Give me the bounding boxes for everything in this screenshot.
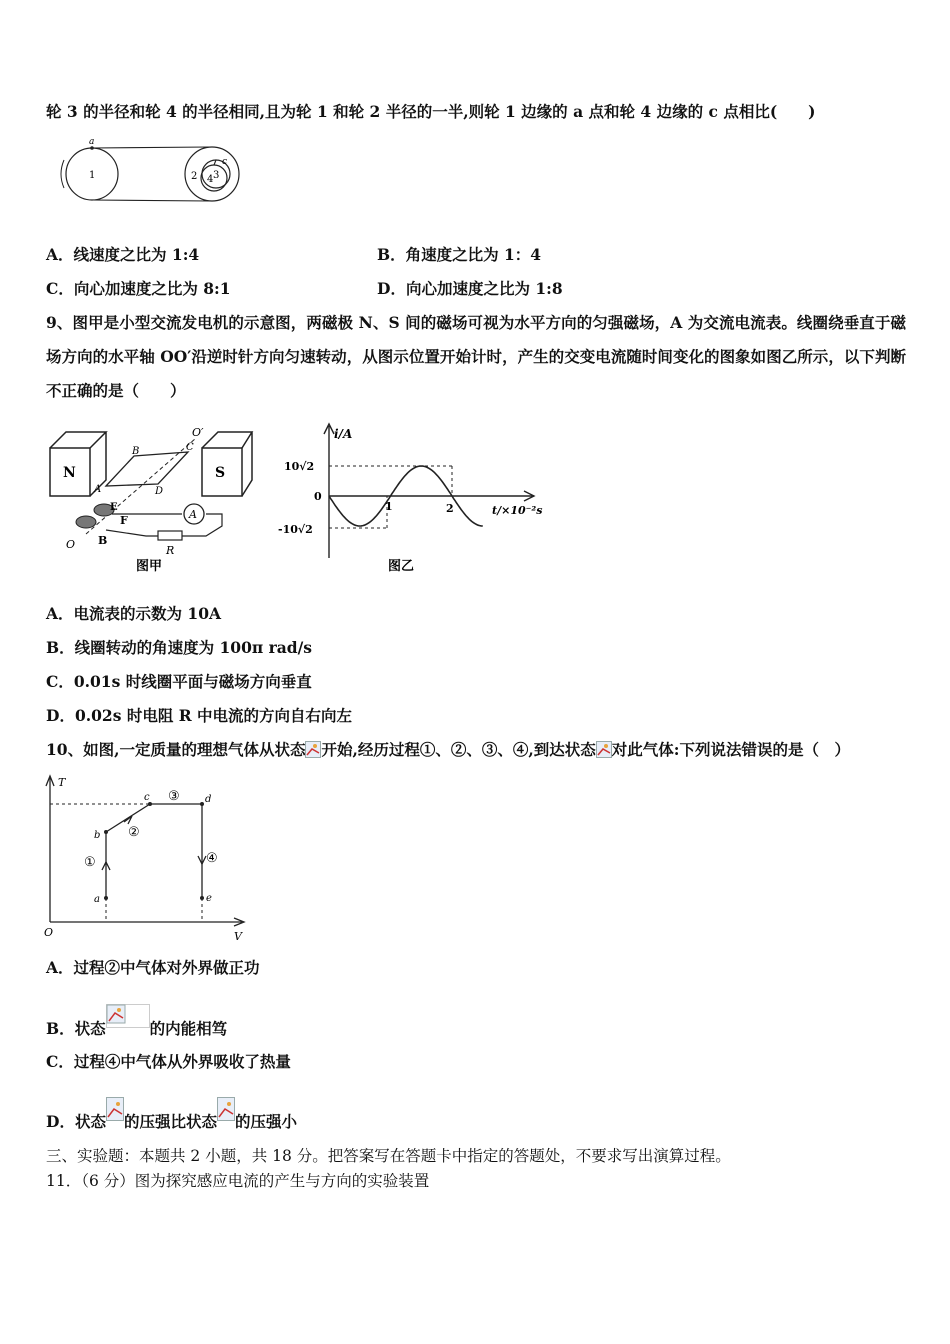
q8-option-d: D．向心加速度之比为 1:8: [377, 279, 563, 298]
label-process-3: ③: [168, 789, 180, 804]
label-r: R: [166, 544, 175, 557]
label-s: S: [215, 465, 226, 481]
q9-option-d: D．0.02s 时电阻 R 中电流的方向自右向左: [46, 706, 352, 725]
belt-top: [92, 147, 210, 148]
q10-option-b: [46, 1004, 227, 1040]
label-origin: O: [44, 926, 54, 939]
y-tick-zero: 0: [314, 490, 322, 503]
label-b-top: B: [132, 446, 140, 457]
rotation-arrow: [61, 160, 64, 188]
q10-option-d: [46, 1097, 297, 1133]
y-axis-label: i/A: [334, 427, 353, 441]
broken-image-icon: [305, 741, 321, 764]
generator-figure: [46, 418, 258, 578]
label-state-e: e: [206, 893, 212, 904]
state-e: [200, 896, 204, 900]
current-chart: [272, 418, 568, 578]
label-state-c: c: [144, 792, 150, 803]
label-process-4: ④: [206, 851, 218, 866]
label-wheel-4: 4: [207, 174, 214, 185]
q8-option-a: A．线速度之比为 1:4: [46, 245, 200, 264]
section-3-heading: 三、实验题：本题共 2 小题，共 18 分。把答案写在答题卡中指定的答题处，不要求写出演算过程。: [46, 1147, 731, 1165]
label-o-top: O′: [192, 426, 204, 439]
q8-stem: 轮 3 的半径和轮 4 的半径相同,且为轮 1 和轮 2 半径的一半,则轮 1 边缘的 a 点和轮 4 边缘的 c 点相比( ): [46, 102, 816, 121]
label-c-top: C: [186, 442, 194, 453]
q10-stem-part2: 开始,经历过程①、②、③、④,到达状态: [321, 740, 596, 759]
q9-option-a: A．电流表的示数为 10A: [46, 604, 222, 623]
q10-option-d-part1: D．状态: [46, 1112, 106, 1131]
x-axis-label: t/×10⁻²s: [492, 504, 543, 517]
belt-small-top: [214, 160, 216, 165]
label-o-bottom: O: [66, 538, 76, 551]
label-a: a: [89, 137, 95, 147]
q10-stem-part3: 对此气体:下列说法错误的是（ ）: [611, 740, 850, 759]
q10-option-d-part2: 的压强比状态: [123, 1112, 217, 1131]
q10-option-b-part2: 的内能相笃: [149, 1019, 228, 1038]
label-wheel-2: 2: [191, 171, 198, 182]
state-d: [200, 802, 204, 806]
q11-stem: 11．（6 分）图为探究感应电流的产生与方向的实验装置: [46, 1172, 430, 1190]
x-tick-1: 1: [385, 500, 393, 513]
belt-bottom: [92, 200, 210, 201]
label-process-2: ②: [128, 825, 140, 840]
label-e: E: [110, 502, 118, 513]
tv-diagram: [42, 772, 252, 942]
q9-option-c: C．0.01s 时线圈平面与磁场方向垂直: [46, 672, 312, 691]
label-d: D: [155, 486, 164, 497]
q8-option-c: C．向心加速度之比为 8:1: [46, 279, 231, 298]
label-f: F: [120, 514, 128, 527]
label-process-1: ①: [84, 855, 96, 870]
broken-image-icon: [106, 1097, 124, 1127]
q10-option-c: C．过程④中气体从外界吸收了热量: [46, 1052, 291, 1071]
label-wheel-3: 3: [213, 170, 220, 181]
slip-ring-2: [76, 516, 96, 528]
q10-option-d-part3: 的压强小: [234, 1112, 297, 1131]
q9-option-b: B．线圈转动的角速度为 100π rad/s: [46, 638, 313, 657]
broken-image-icon: [106, 1004, 150, 1034]
label-wheel-1: 1: [89, 170, 96, 181]
state-a: [104, 896, 108, 900]
pulley-figure: [50, 134, 240, 206]
label-t: T: [58, 776, 66, 789]
caption-fig-a: 图甲: [136, 559, 163, 574]
q8-option-b: B．角速度之比为 1：4: [377, 245, 542, 264]
label-n: N: [63, 465, 76, 481]
label-a-coil: A: [94, 484, 102, 495]
caption-fig-b: 图乙: [388, 559, 415, 574]
q10-option-b-part1: B．状态: [46, 1019, 106, 1038]
x-tick-2: 2: [446, 502, 454, 515]
label-c: c: [222, 157, 228, 167]
y-tick-positive: 10√2: [284, 460, 315, 473]
q10-option-a: A．过程②中气体对外界做正功: [46, 958, 260, 977]
q9-stem: 9、图甲是小型交流发电机的示意图，两磁极 N、S 间的磁场可视为水平方向的匀强磁场，A 为交流电流表。线圈绕垂直于磁场方向的水平轴 OO′沿逆时针方向匀速转动，从图示位置开始计时，产生的交变电流随时间变化的图象如图乙所示，以下判断不正确的是（ ）: [46, 313, 906, 400]
label-b-brush: B: [98, 534, 108, 547]
broken-image-icon: [596, 741, 612, 764]
state-b: [104, 830, 108, 834]
q10-stem-part1: 10、如图,一定质量的理想气体从状态: [46, 740, 306, 759]
label-state-b: b: [94, 830, 101, 841]
broken-image-icon: [217, 1097, 235, 1127]
resistor: [158, 531, 182, 540]
y-tick-negative: -10√2: [278, 523, 313, 536]
label-ammeter: A: [189, 508, 197, 521]
label-state-d: d: [205, 794, 212, 805]
q10-stem: [46, 739, 850, 764]
label-state-a: a: [94, 894, 100, 905]
label-v: V: [234, 930, 242, 942]
